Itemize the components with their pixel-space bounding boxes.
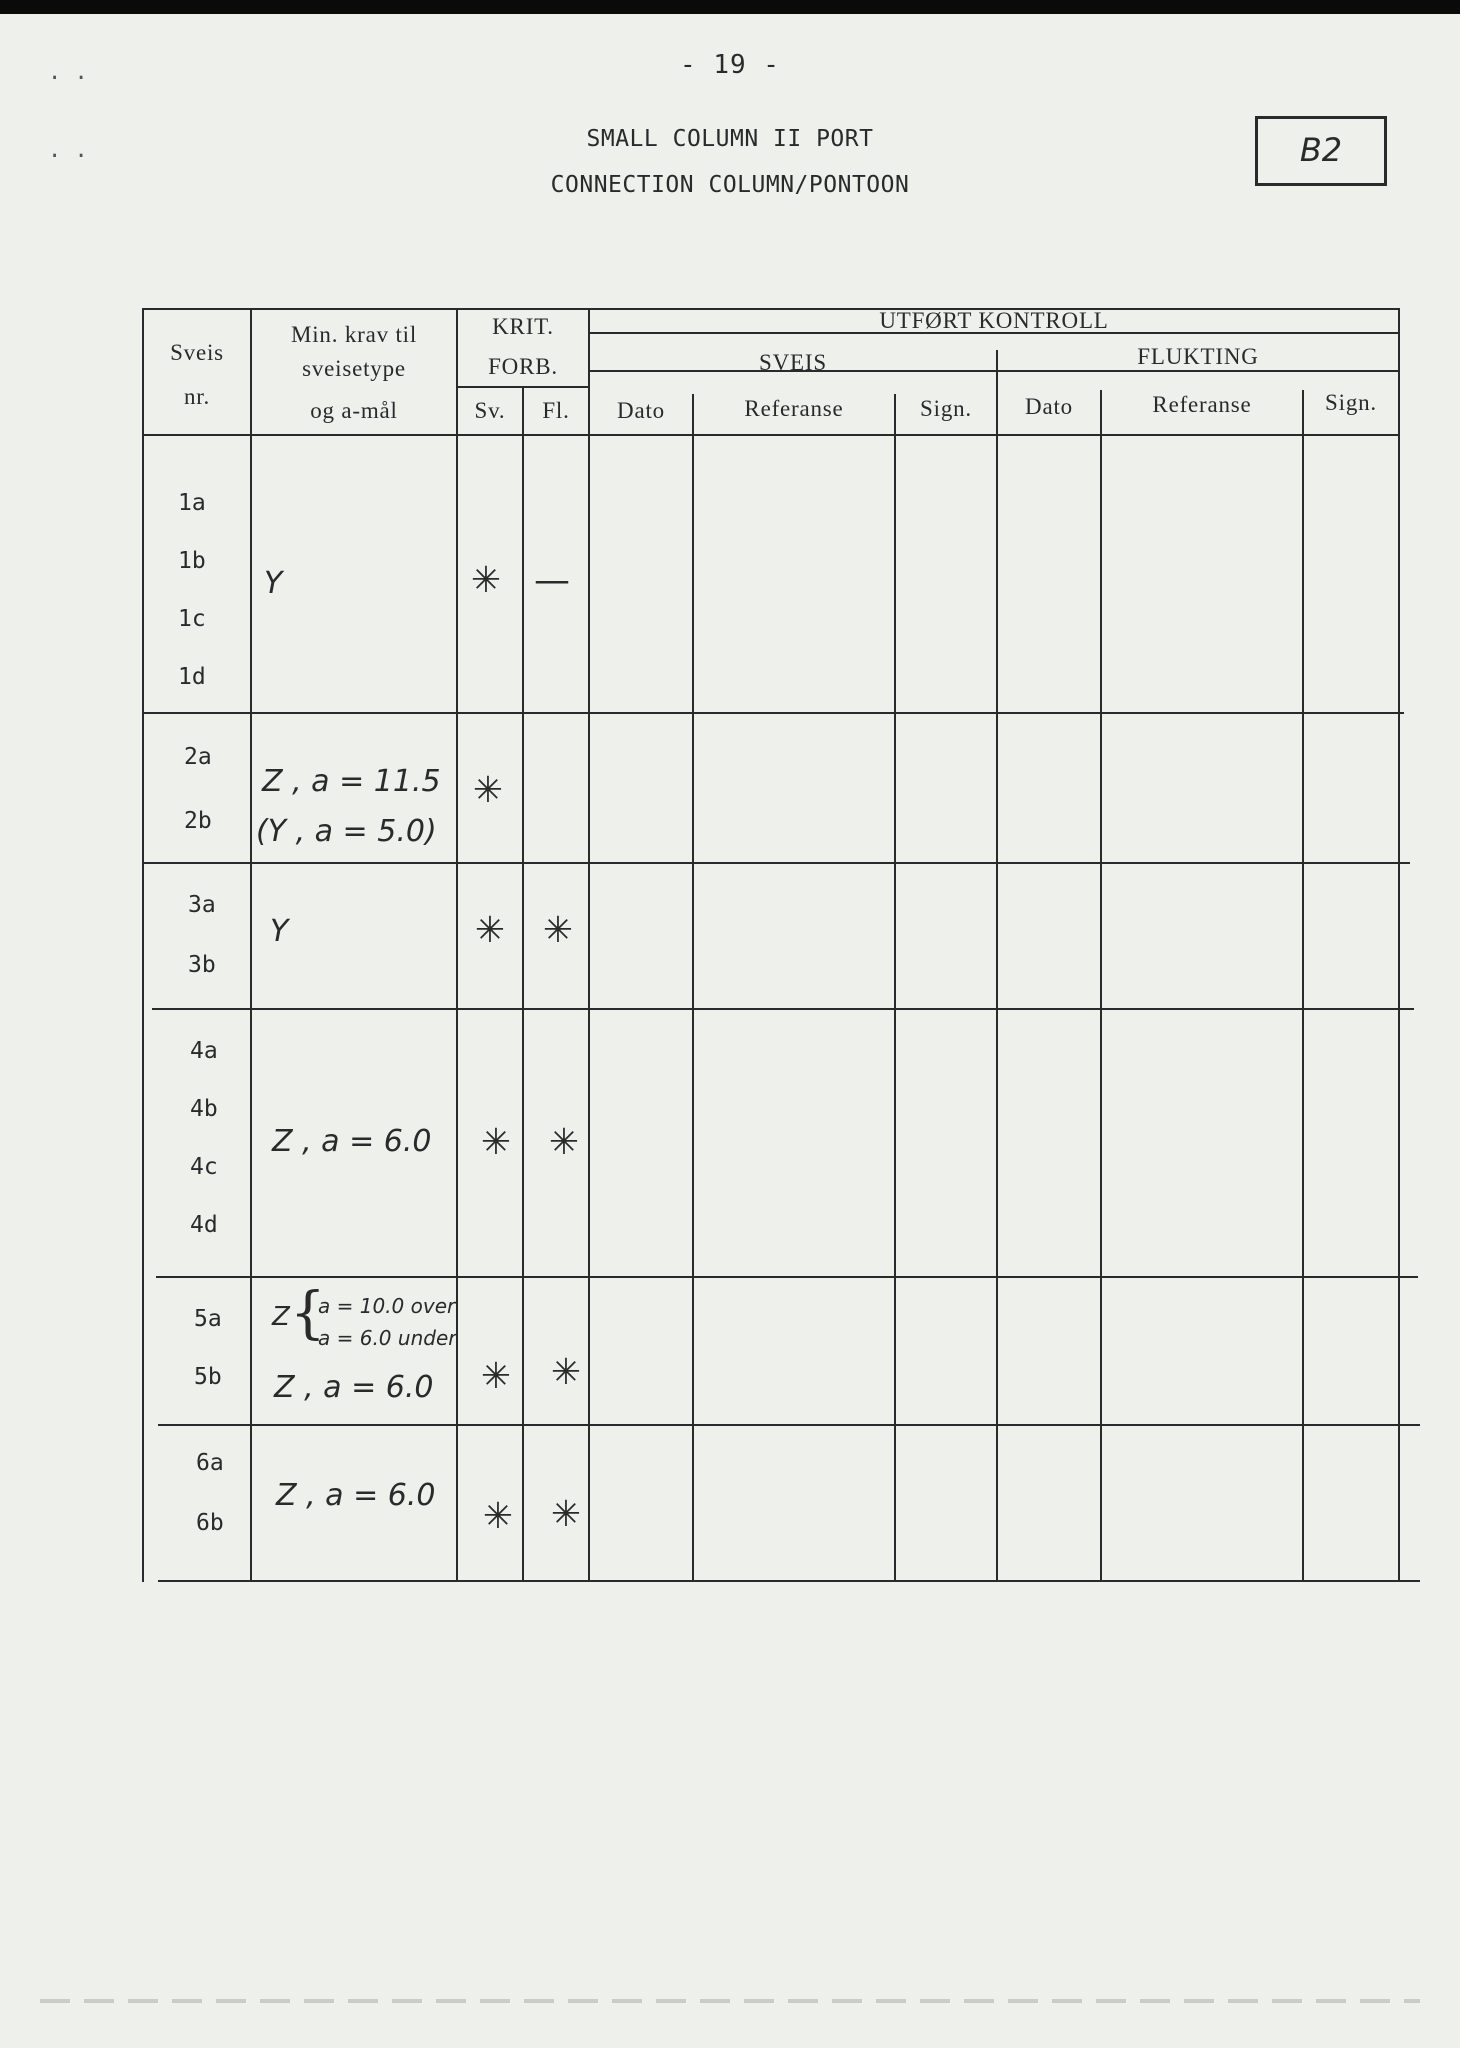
document-page bbox=[0, 14, 1460, 2048]
header-sveisetype: sveisetype bbox=[302, 356, 406, 381]
weld-requirement: Z , a = 6.0 bbox=[276, 1478, 436, 1513]
weld-label: 1a bbox=[178, 490, 206, 516]
critical-fl-mark: ✳ bbox=[550, 1494, 582, 1535]
weld-label: 4c bbox=[190, 1154, 218, 1180]
weld-requirement-under: a = 6.0 under bbox=[318, 1326, 457, 1350]
weld-label: 6a bbox=[196, 1450, 224, 1476]
document-id: B2 bbox=[1299, 131, 1343, 169]
critical-fl-mark: ✳ bbox=[550, 1352, 582, 1393]
header-sveis-sign: Sign. bbox=[920, 396, 972, 421]
header-nr: nr. bbox=[183, 384, 211, 409]
scan-speck: · · bbox=[48, 144, 88, 169]
column-divider bbox=[456, 308, 458, 1582]
critical-sv-mark: ✳ bbox=[474, 910, 506, 951]
critical-sv-mark: ✳ bbox=[470, 560, 502, 601]
column-divider bbox=[1100, 390, 1102, 1582]
header-sveis: Sveis bbox=[170, 340, 224, 365]
header-fl: Fl. bbox=[542, 398, 570, 423]
critical-sv-mark: ✳ bbox=[482, 1496, 514, 1537]
critical-fl-mark: ✳ bbox=[548, 1122, 580, 1163]
weld-label: 5b bbox=[194, 1364, 222, 1390]
document-title: SMALL COLUMN II PORT bbox=[586, 126, 874, 152]
weld-label: 6b bbox=[196, 1510, 224, 1536]
group-separator bbox=[142, 712, 1404, 714]
header-bottom-border bbox=[142, 434, 1398, 436]
column-divider bbox=[522, 386, 524, 1582]
critical-fl-mark: — bbox=[534, 560, 570, 601]
scan-speck: · · bbox=[48, 66, 88, 91]
weld-requirement: Z , a = 6.0 bbox=[274, 1370, 434, 1405]
weld-label: 4b bbox=[190, 1096, 218, 1122]
weld-requirement: Z , a = 11.5 bbox=[262, 764, 441, 799]
group-separator bbox=[142, 862, 1410, 864]
critical-sv-mark: ✳ bbox=[472, 770, 504, 811]
critical-sv-mark: ✳ bbox=[480, 1122, 512, 1163]
column-divider bbox=[588, 308, 590, 1582]
brace-glyph: { bbox=[290, 1281, 326, 1346]
column-divider bbox=[894, 394, 896, 1582]
critical-sv-mark: ✳ bbox=[480, 1356, 512, 1397]
weld-requirement-brace-prefix: Z bbox=[272, 1302, 290, 1332]
document-id-box bbox=[1255, 116, 1387, 186]
weld-label: 1c bbox=[178, 606, 206, 632]
critical-fl-mark: ✳ bbox=[542, 910, 574, 951]
weld-requirement: Y bbox=[270, 914, 289, 949]
column-divider bbox=[1302, 390, 1304, 1582]
weld-label: 4d bbox=[190, 1212, 218, 1238]
group-separator bbox=[158, 1424, 1420, 1426]
page-number: - 19 - bbox=[680, 50, 780, 80]
weld-label: 3a bbox=[188, 892, 216, 918]
weld-label: 4a bbox=[190, 1038, 218, 1064]
weld-label: 2a bbox=[184, 744, 212, 770]
header-sveis-referanse: Referanse bbox=[744, 396, 844, 421]
header-krit: KRIT. bbox=[492, 314, 554, 339]
header-sveis-group: SVEIS bbox=[759, 350, 827, 375]
weld-label: 3b bbox=[188, 952, 216, 978]
document-subtitle: CONNECTION COLUMN/PONTOON bbox=[550, 172, 910, 198]
weld-label: 1b bbox=[178, 548, 206, 574]
weld-requirement-alt: (Y , a = 5.0) bbox=[256, 814, 437, 849]
header-min-krav: Min. krav til bbox=[290, 322, 418, 347]
weld-label: 2b bbox=[184, 808, 212, 834]
table-right-border bbox=[1398, 308, 1400, 1582]
weld-label: 5a bbox=[194, 1306, 222, 1332]
table-left-border bbox=[142, 308, 144, 1582]
header-sveis-dato: Dato bbox=[617, 398, 665, 423]
weld-requirement: Z , a = 6.0 bbox=[272, 1124, 432, 1159]
header-utfort-kontroll: UTFØRT KONTROLL bbox=[879, 308, 1109, 333]
column-divider bbox=[996, 350, 998, 1582]
header-forb: FORB. bbox=[488, 354, 558, 379]
header-flukting-group: FLUKTING bbox=[1137, 344, 1259, 369]
column-divider bbox=[250, 308, 252, 1582]
group-separator bbox=[156, 1276, 1418, 1278]
weld-requirement-over: a = 10.0 over bbox=[318, 1294, 456, 1318]
weld-label: 1d bbox=[178, 664, 206, 690]
header-flukting-sign: Sign. bbox=[1325, 390, 1377, 415]
header-flukting-referanse: Referanse bbox=[1152, 392, 1252, 417]
group-separator bbox=[152, 1008, 1414, 1010]
header-a-maal: og a-mål bbox=[310, 398, 398, 423]
header-flukting-dato: Dato bbox=[1025, 394, 1073, 419]
weld-requirement: Y bbox=[264, 566, 283, 601]
scan-artifact bbox=[40, 1999, 1420, 2003]
table-bottom-border bbox=[158, 1580, 1420, 1582]
column-divider bbox=[692, 394, 694, 1582]
header-sv: Sv. bbox=[474, 398, 506, 423]
